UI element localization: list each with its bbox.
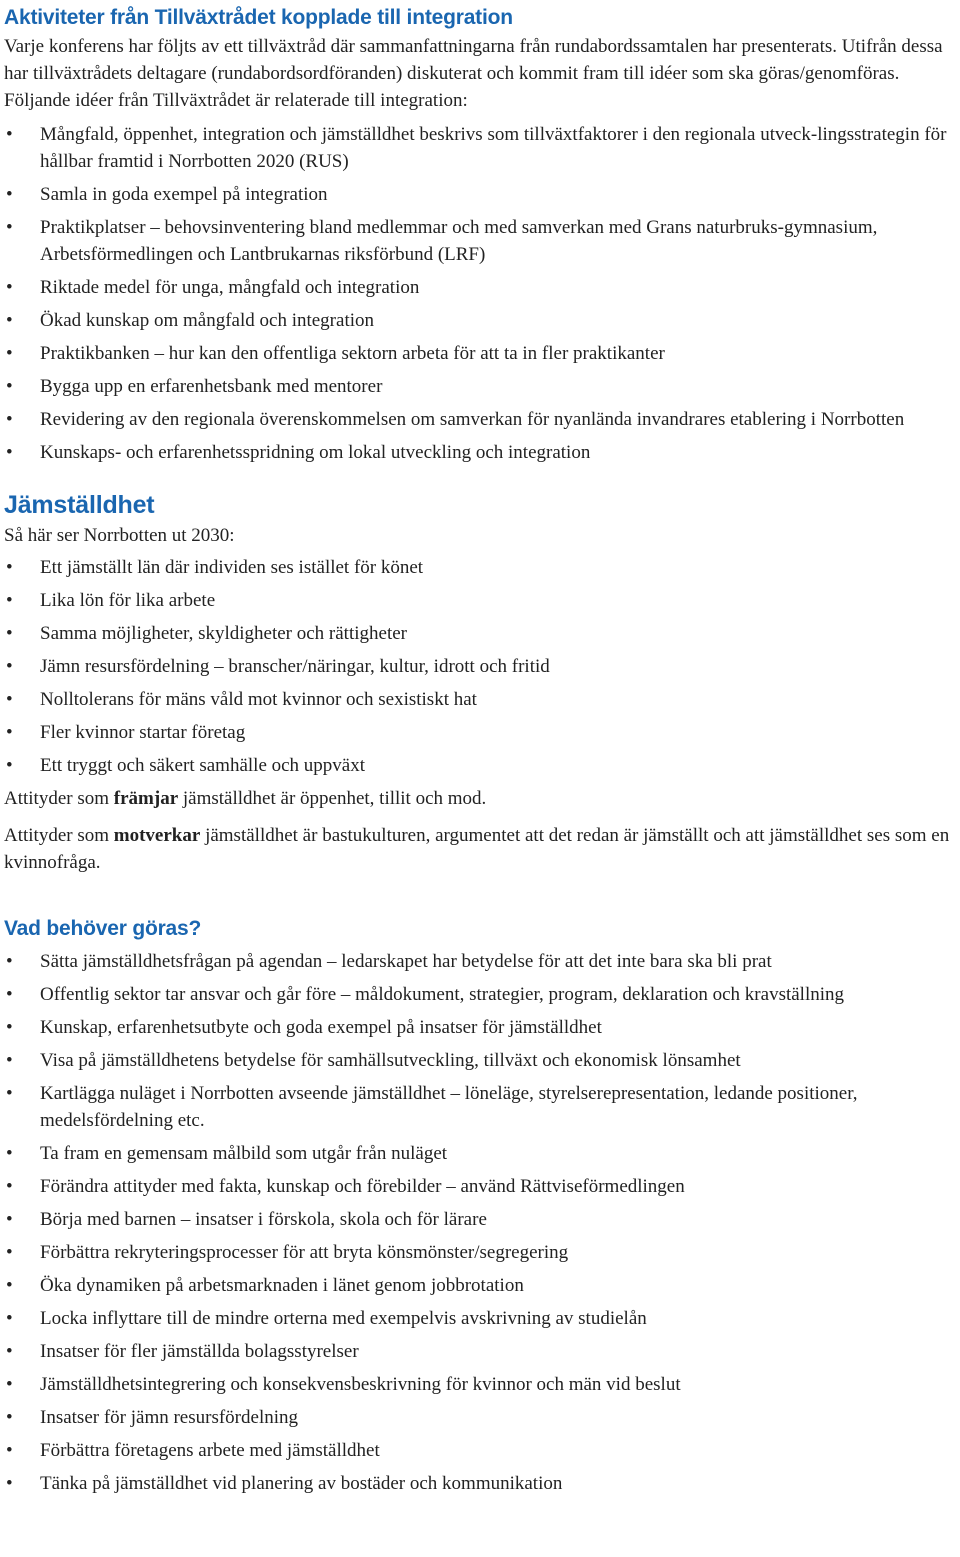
list-item: • Börja med barnen – insatser i förskola, skola och för lärare: [4, 1206, 956, 1233]
list-item: • Jämn resursfördelning – branscher/näringar, kultur, idrott och fritid: [4, 653, 956, 680]
counteracting-text-after: jämställdhet är bastukulturen, argumentet att det redan är jämställt och att jämställdhet ses som en kvinnofråga.: [4, 825, 950, 873]
integration-ideas-list: [4, 121, 956, 466]
section-heading-actions: Vad behöver göras?: [4, 917, 202, 940]
counteracting-attitudes-paragraph: [4, 822, 956, 876]
list-item: • Förbättra rekryteringsprocesser för att bryta könsmönster/segregering: [4, 1239, 956, 1266]
list-item: • Visa på jämställdhetens betydelse för samhällsutveckling, tillväxt och ekonomisk lönsamhet: [4, 1047, 956, 1074]
section-heading-jamstalldhet: Jämställdhet: [4, 491, 155, 519]
counteracting-bold-word: motverkar: [113, 825, 201, 846]
list-item: • Samla in goda exempel på integration: [4, 181, 956, 208]
list-item: • Jämställdhetsintegrering och konsekvensbeskrivning för kvinnor och män vid beslut: [4, 1371, 956, 1398]
section-heading-integration: Aktiviteter från Tillväxtrådet kopplade till integration: [4, 6, 513, 29]
list-item: • Offentlig sektor tar ansvar och går före – måldokument, strategier, program, deklaration och kravställning: [4, 981, 956, 1008]
list-item: • Kunskap, erfarenhetsutbyte och goda exempel på insatser för jämställdhet: [4, 1014, 956, 1041]
list-item: • Sätta jämställdhetsfrågan på agendan – ledarskapet har betydelse för att det inte bara ska bli prat: [4, 948, 956, 975]
intro-paragraph: Varje konferens har följts av ett tillväxtråd där sammanfattningarna från rundabordssamtalen har presenterats. Utifrån dessa har tillväxtrådets deltagare (rundabordsordföranden) diskuterat och kommit fram till idéer som ska göras/genomföras. Följande idéer från Tillväxtrådet är relaterade till integration:: [4, 36, 943, 111]
list-item: • Kunskaps- och erfarenhetsspridning om lokal utveckling och integration: [4, 439, 956, 466]
list-item: • Ökad kunskap om mångfald och integration: [4, 307, 956, 334]
list-item: • Samma möjligheter, skyldigheter och rättigheter: [4, 620, 956, 647]
list-item: • Förändra attityder med fakta, kunskap och förebilder – använd Rättviseförmedlingen: [4, 1173, 956, 1200]
list-item: • Öka dynamiken på arbetsmarknaden i länet genom jobbrotation: [4, 1272, 956, 1299]
list-item: • Ett tryggt och säkert samhälle och uppväxt: [4, 752, 956, 779]
actions-list: [4, 948, 956, 1497]
list-item: • Insatser för jämn resursfördelning: [4, 1404, 956, 1431]
list-item: • Mångfald, öppenhet, integration och jämställdhet beskrivs som tillväxtfaktorer i den regionala utveck-lingsstrategin för hållbar framtid i Norrbotten 2020 (RUS): [4, 121, 956, 175]
promoting-attitudes-paragraph: [4, 785, 956, 812]
list-item: • Praktikbanken – hur kan den offentliga sektorn arbeta för att ta in fler praktikanter: [4, 340, 956, 367]
counteracting-text-before: Attityder som: [4, 825, 114, 846]
promoting-bold-word: främjar: [113, 788, 179, 809]
list-item: • Praktikplatser – behovsinventering bland medlemmar och med samverkan med Grans naturbruks-gymnasium, Arbetsförmedlingen och Lantbrukarnas riksförbund (LRF): [4, 214, 956, 268]
list-item: • Fler kvinnor startar företag: [4, 719, 956, 746]
vision-2030-list: [4, 554, 956, 779]
list-item: • Nolltolerans för mäns våld mot kvinnor och sexistiskt hat: [4, 686, 956, 713]
list-item: • Ta fram en gemensam målbild som utgår från nuläget: [4, 1140, 956, 1167]
promoting-text-after: jämställdhet är öppenhet, tillit och mod.: [178, 788, 487, 809]
promoting-text-before: Attityder som: [4, 788, 114, 809]
list-item: • Revidering av den regionala överenskommelsen om samverkan för nyanlända invandrares etablering i Norrbotten: [4, 406, 956, 433]
list-item: • Tänka på jämställdhet vid planering av bostäder och kommunikation: [4, 1470, 956, 1497]
list-item: • Kartlägga nuläget i Norrbotten avseende jämställdhet – löneläge, styrelserepresentation, ledande positioner, medelsfördelning etc.: [4, 1080, 956, 1134]
list-item: • Riktade medel för unga, mångfald och integration: [4, 274, 956, 301]
vision-subtitle: Så här ser Norrbotten ut 2030:: [4, 525, 235, 546]
list-item: • Förbättra företagens arbete med jämställdhet: [4, 1437, 956, 1464]
list-item: • Bygga upp en erfarenhetsbank med mentorer: [4, 373, 956, 400]
list-item: • Locka inflyttare till de mindre orterna med exempelvis avskrivning av studielån: [4, 1305, 956, 1332]
list-item: • Insatser för fler jämställda bolagsstyrelser: [4, 1338, 956, 1365]
list-item: • Ett jämställt län där individen ses istället för könet: [4, 554, 956, 581]
list-item: • Lika lön för lika arbete: [4, 587, 956, 614]
